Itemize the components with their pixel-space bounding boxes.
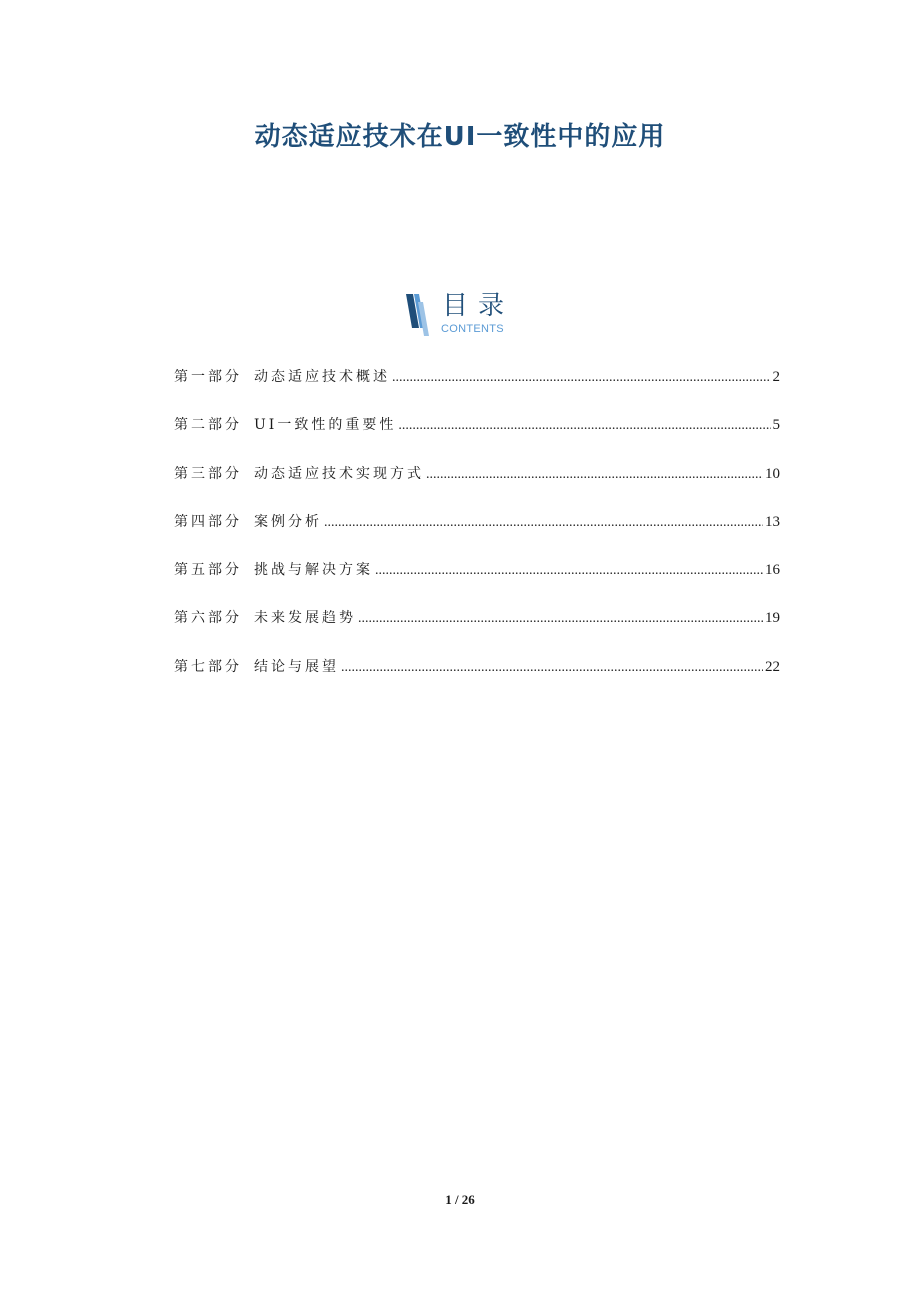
toc-entry-1[interactable] <box>174 366 780 414</box>
toc-entry-title: 动态适应技术实现方式 <box>254 465 424 482</box>
toc-header <box>404 292 534 338</box>
toc-dot-leader <box>375 563 763 579</box>
toc-dot-leader <box>358 611 763 627</box>
toc-dot-leader <box>398 418 770 434</box>
toc-entry-page: 10 <box>765 465 780 482</box>
toc-entry-3[interactable] <box>174 463 780 511</box>
toc-entry-title: 结论与展望 <box>254 658 339 675</box>
toc-entry-4[interactable] <box>174 511 780 559</box>
page-number: 1 / 26 <box>445 1192 475 1207</box>
toc-entry-part: 第一部分 <box>174 369 242 385</box>
toc-dot-leader <box>426 467 763 483</box>
toc-entry-page: 5 <box>772 417 780 434</box>
toc-entry-part: 第四部分 <box>174 513 242 530</box>
toc-entry-part: 第六部分 <box>174 610 242 627</box>
toc-entry-6[interactable] <box>174 607 780 655</box>
toc-entry-7[interactable] <box>174 656 780 704</box>
toc-dot-leader <box>324 515 763 531</box>
document-title: 动态适应技术在UI一致性中的应用 <box>254 122 666 152</box>
toc-entry-part: 第五部分 <box>174 562 242 579</box>
toc-entry-part: 第七部分 <box>174 658 242 675</box>
toc-entry-5[interactable] <box>174 559 780 607</box>
toc-list <box>174 366 780 704</box>
toc-dot-leader <box>392 370 771 386</box>
toc-entry-part: 第三部分 <box>174 465 242 482</box>
toc-entry-page: 16 <box>765 562 780 579</box>
toc-entry-title: 未来发展趋势 <box>254 610 356 627</box>
toc-entry-2[interactable] <box>174 414 780 462</box>
toc-logo-icon <box>404 294 430 336</box>
toc-heading: 目录 <box>442 291 515 321</box>
toc-entry-part: 第二部分 <box>174 417 242 434</box>
toc-entry-page: 19 <box>765 610 780 627</box>
toc-subheading: CONTENTS <box>441 323 504 335</box>
toc-dot-leader <box>341 660 763 676</box>
toc-entry-title: 动态适应技术概述 <box>254 369 390 385</box>
toc-entry-page: 2 <box>772 369 780 385</box>
toc-entry-page: 13 <box>765 513 780 530</box>
toc-entry-title: 挑战与解决方案 <box>254 562 373 579</box>
toc-entry-page: 22 <box>765 658 780 675</box>
toc-entry-title: 案例分析 <box>254 513 322 530</box>
toc-entry-title: UI一致性的重要性 <box>254 417 397 434</box>
